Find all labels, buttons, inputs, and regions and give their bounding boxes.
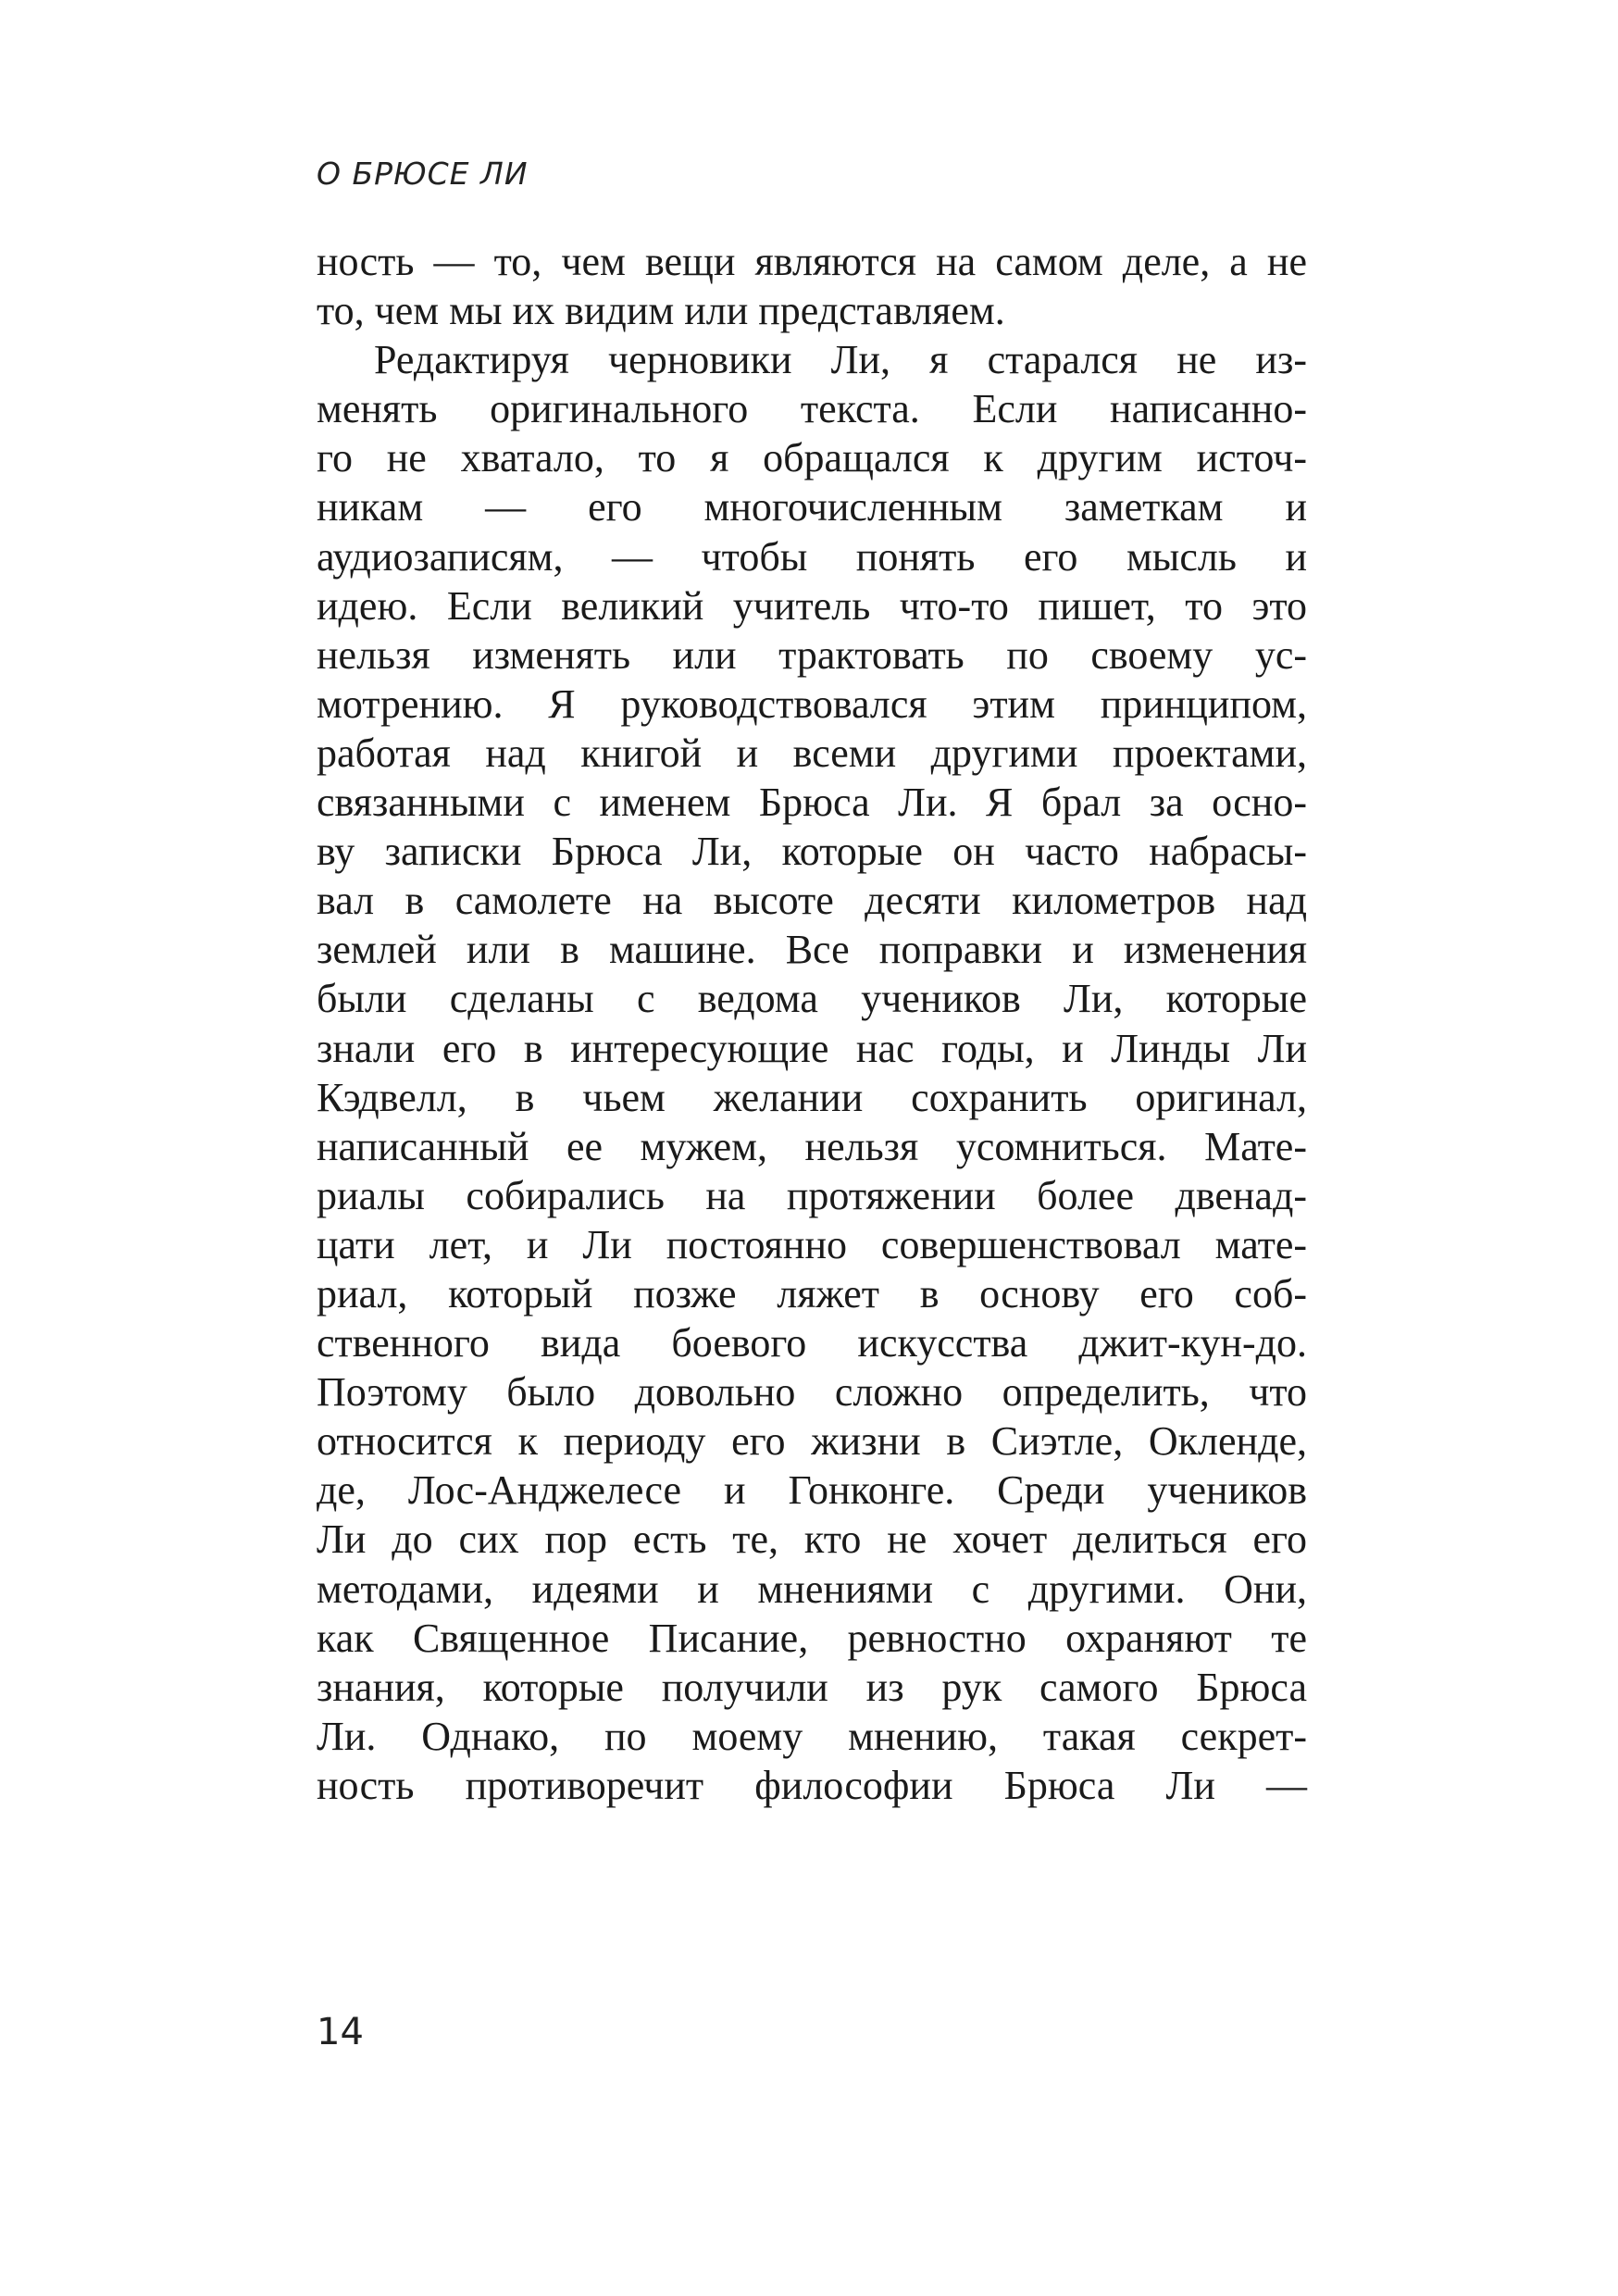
text-line: ву записки Брюса Ли, которые он часто набрасы- [317, 829, 1307, 875]
text-line: написанный ее мужем, нельзя усомниться. Мате- [317, 1123, 1307, 1169]
text-line: риалы собирались на протяжении более двенад- [317, 1172, 1307, 1218]
text-line: го не хватало, то я обращался к другим источ- [317, 435, 1307, 481]
page-number: 14 [317, 2011, 364, 2053]
text-line: знали его в интересующие нас годы, и Линды Ли [317, 1025, 1307, 1071]
text-line: Редактируя черновики Ли, я старался не из- [374, 337, 1307, 383]
text-line: вал в самолете на высоте десяти километров над [317, 878, 1307, 924]
text-line: относится к периоду его жизни в Сиэтле, Окленде, [317, 1418, 1307, 1465]
text-line: ность противоречит философии Брюса Ли — [317, 1762, 1307, 1808]
text-line: землей или в машине. Все поправки и изменения [317, 927, 1307, 973]
text-line: знания, которые получили из рук самого Брюса [317, 1664, 1307, 1710]
text-line: Кэдвелл, в чьем желании сохранить оригинал, [317, 1074, 1307, 1120]
text-line: ность — то, чем вещи являются на самом деле, а не [317, 239, 1307, 284]
text-line: де, Лос-Анджелесе и Гонконге. Среди учеников [317, 1467, 1307, 1514]
body-text [317, 237, 1307, 1810]
text-line: работая над книгой и всеми другими проектами, [317, 730, 1307, 776]
running-head: О БРЮСЕ ЛИ [317, 156, 529, 192]
text-line: менять оригинального текста. Если написанно- [317, 386, 1307, 432]
text-line: связанными с именем Брюса Ли. Я брал за осно- [317, 780, 1307, 826]
text-line: риал, который позже ляжет в основу его соб- [317, 1270, 1307, 1316]
text-line: ственного вида боевого искусства джит-кун-до. [317, 1320, 1307, 1366]
text-line: методами, идеями и мнениями с другими. Они, [317, 1566, 1307, 1612]
text-line: никам — его многочисленным заметкам и [317, 484, 1307, 530]
text-line: то, чем мы их видим или представляем. [317, 288, 1005, 334]
text-line: были сделаны с ведома учеников Ли, которые [317, 976, 1307, 1022]
text-line: Ли. Однако, по моему мнению, такая секрет- [317, 1713, 1307, 1759]
text-line: Поэтому было довольно сложно определить, что [317, 1369, 1307, 1416]
text-line: Ли до сих пор есть те, кто не хочет делиться его [317, 1516, 1307, 1563]
text-line: мотрению. Я руководствовался этим принципом, [317, 680, 1307, 727]
text-line: цати лет, и Ли постоянно совершенствовал мате- [317, 1221, 1307, 1267]
text-line: идею. Если великий учитель что-то пишет, то это [317, 582, 1307, 629]
text-line: как Священное Писание, ревностно охраняют те [317, 1615, 1307, 1661]
text-line: нельзя изменять или трактовать по своему ус- [317, 631, 1307, 678]
text-line: аудиозаписям, — чтобы понять его мысль и [317, 533, 1307, 580]
